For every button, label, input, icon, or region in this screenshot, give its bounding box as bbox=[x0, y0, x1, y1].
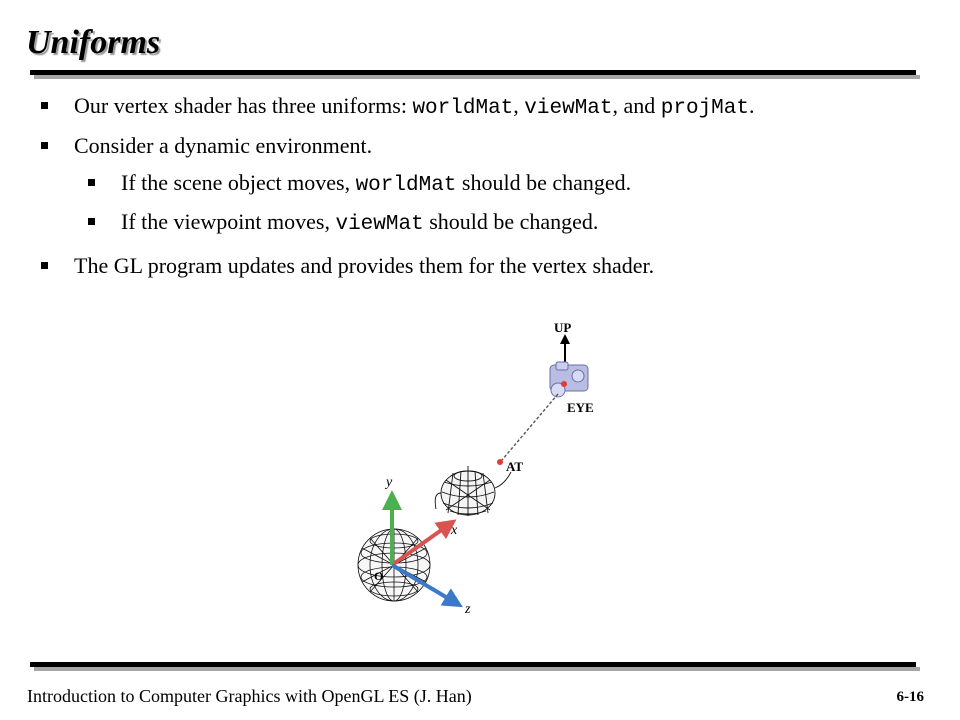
bullet-text: If the scene object moves, bbox=[121, 170, 356, 195]
y-axis-label: y bbox=[386, 475, 393, 490]
code-viewmat: viewMat bbox=[524, 97, 613, 120]
eye-point bbox=[561, 381, 567, 387]
sub-bullet-object-moves bbox=[38, 169, 938, 200]
title-rule-shadow bbox=[34, 75, 920, 79]
footer-rule bbox=[30, 662, 916, 667]
teapot-wireframe bbox=[435, 466, 511, 516]
line-of-sight bbox=[502, 394, 558, 460]
square-bullet-icon bbox=[41, 142, 48, 149]
bullet-text: If the viewpoint moves, bbox=[121, 209, 336, 234]
slide-title: Uniforms bbox=[26, 24, 161, 61]
bullet-uniforms bbox=[38, 92, 938, 123]
square-bullet-icon bbox=[41, 102, 48, 109]
square-bullet-icon bbox=[88, 179, 95, 186]
code-projmat: projMat bbox=[660, 97, 749, 120]
bullet-text: . bbox=[748, 93, 755, 118]
up-label: UP bbox=[554, 320, 572, 335]
footer-rule-shadow bbox=[34, 667, 920, 671]
bullet-text: , bbox=[513, 93, 525, 118]
page-number: 6-16 bbox=[896, 689, 924, 705]
bullet-text: , and bbox=[612, 93, 661, 118]
square-bullet-icon bbox=[88, 218, 95, 225]
bullet-dynamic-environment bbox=[38, 132, 938, 160]
code-worldmat: worldMat bbox=[412, 97, 514, 120]
bullet-text: Our vertex shader has three uniforms: bbox=[74, 93, 413, 118]
code-worldmat: worldMat bbox=[355, 174, 457, 197]
bullet-text: should be changed. bbox=[423, 209, 599, 234]
at-label: AT bbox=[506, 459, 524, 474]
square-bullet-icon bbox=[41, 262, 48, 269]
bullet-text: should be changed. bbox=[456, 170, 632, 195]
camera-icon bbox=[550, 362, 588, 397]
code-viewmat: viewMat bbox=[335, 213, 424, 236]
bullet-text: Consider a dynamic environment. bbox=[74, 133, 373, 158]
camera-scene-figure bbox=[340, 310, 630, 630]
bullet-list bbox=[38, 92, 938, 289]
z-axis-label: z bbox=[465, 602, 471, 617]
footer-course-title: Introduction to Computer Graphics with OpenGL ES (J. Han) bbox=[27, 686, 472, 706]
origin-label: O bbox=[374, 569, 384, 583]
eye-label: EYE bbox=[567, 400, 594, 415]
x-axis-label: x bbox=[451, 523, 458, 538]
title-rule bbox=[30, 70, 916, 75]
bullet-gl-program bbox=[38, 252, 938, 280]
at-point bbox=[497, 459, 503, 465]
sub-bullet-viewpoint-moves bbox=[38, 208, 938, 239]
bullet-text: The GL program updates and provides them for the vertex shader. bbox=[74, 253, 655, 278]
